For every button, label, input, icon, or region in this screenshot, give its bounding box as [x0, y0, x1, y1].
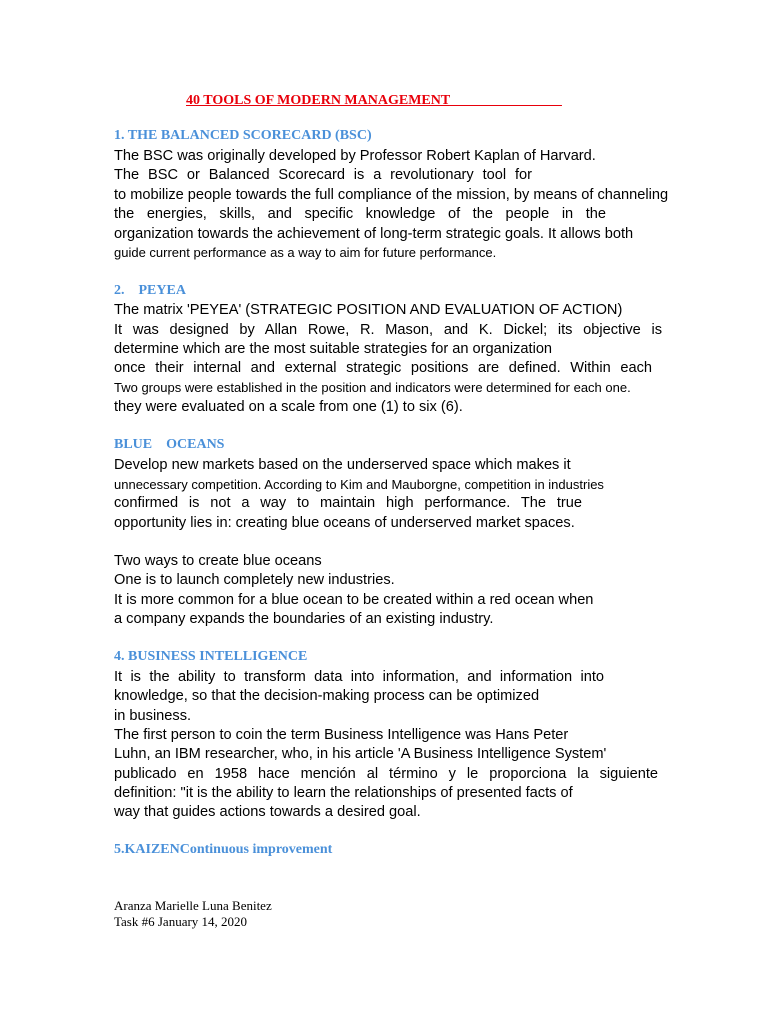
paragraph-line: Two groups were established in the position and indicators were determined for each one. — [114, 380, 631, 395]
paragraph-line: confirmed is not a way to maintain high performance. The true — [114, 495, 582, 511]
paragraph-line: The BSC or Balanced Scorecard is a revolutionary tool for — [114, 167, 532, 183]
paragraph-line: The BSC was originally developed by Professor Robert Kaplan of Harvard. — [114, 148, 596, 164]
paragraph-line: Two ways to create blue oceans — [114, 553, 322, 569]
paragraph-line: One is to launch completely new industries. — [114, 572, 395, 588]
task-date: Task #6 January 14, 2020 — [114, 914, 248, 929]
section-heading-peyea: 2. PEYEA — [114, 283, 186, 298]
author-name: Aranza Marielle Luna Benitez — [114, 898, 272, 913]
document-title: 40 TOOLS OF MODERN MANAGEMENT — [186, 93, 450, 108]
paragraph-line: opportunity lies in: creating blue oceans of underserved market spaces. — [114, 515, 575, 531]
paragraph-line: It is more common for a blue ocean to be created within a red ocean when — [114, 592, 594, 608]
section-heading-business-intelligence: 4. BUSINESS INTELLIGENCE — [114, 649, 308, 664]
paragraph-line: way that guides actions towards a desired goal. — [114, 804, 421, 820]
paragraph-line: Luhn, an IBM researcher, who, in his article 'A Business Intelligence System' — [114, 746, 607, 762]
paragraph-line: once their internal and external strategic positions are defined. Within each — [114, 360, 652, 376]
paragraph-line: in business. — [114, 708, 192, 724]
paragraph-line: guide current performance as a way to aim for future performance. — [114, 245, 497, 260]
paragraph-line: knowledge, so that the decision-making process can be optimized — [114, 688, 540, 704]
section-heading-blue-oceans: BLUE OCEANS — [114, 437, 225, 452]
paragraph-line: organization towards the achievement of long-term strategic goals. It allows both — [114, 226, 634, 242]
paragraph-line: The first person to coin the term Business Intelligence was Hans Peter — [114, 727, 569, 743]
paragraph-line: publicado en 1958 hace mención al término y le proporciona la siguiente — [114, 766, 658, 782]
section-heading-bsc: 1. THE BALANCED SCORECARD (BSC) — [114, 128, 372, 143]
paragraph-line: they were evaluated on a scale from one (1) to six (6). — [114, 399, 463, 415]
paragraph-line: a company expands the boundaries of an existing industry. — [114, 611, 494, 627]
paragraph-line: unnecessary competition. According to Kim and Mauborgne, competition in industries — [114, 477, 604, 492]
paragraph-line: The matrix 'PEYEA' (STRATEGIC POSITION AND EVALUATION OF ACTION) — [114, 302, 623, 318]
paragraph-line: determine which are the most suitable strategies for an organization — [114, 341, 553, 357]
paragraph-line: the energies, skills, and specific knowledge of the people in the — [114, 206, 606, 222]
paragraph-line: It is the ability to transform data into information, and information into — [114, 669, 604, 685]
paragraph-line: definition: "it is the ability to learn the relationships of presented facts of — [114, 785, 573, 801]
paragraph-line: It was designed by Allan Rowe, R. Mason, and K. Dickel; its objective is — [114, 322, 662, 338]
section-heading-kaizen: 5.KAIZENContinuous improvement — [114, 842, 333, 857]
paragraph-line: to mobilize people towards the full compliance of the mission, by means of channeling — [114, 187, 669, 203]
paragraph-line: Develop new markets based on the underserved space which makes it — [114, 457, 571, 473]
